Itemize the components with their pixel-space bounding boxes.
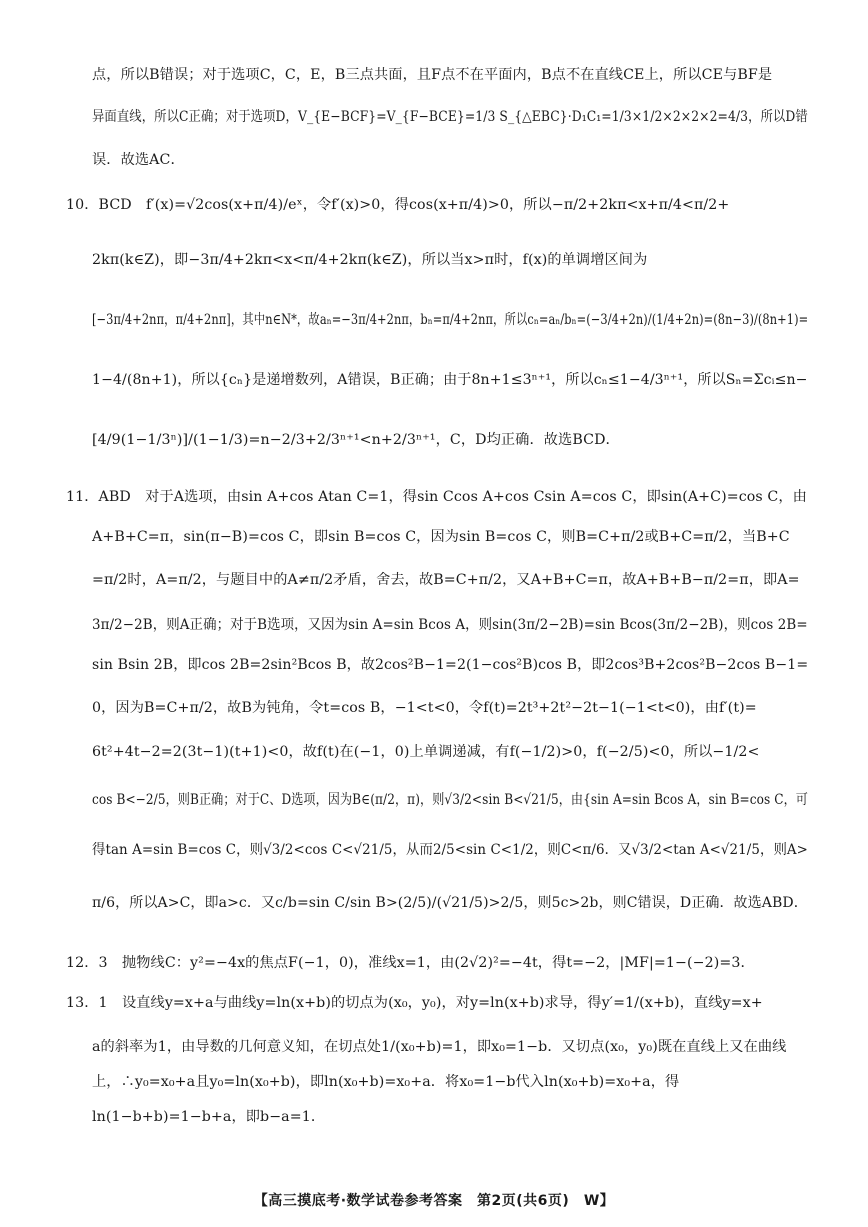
text-line: 2kπ(k∈Z)，即−3π/4+2kπ<x<π/4+2kπ(k∈Z)，所以当x>π时，f(x)的单调增区间为	[92, 252, 648, 268]
text-line: 上，∴y₀=x₀+a且y₀=ln(x₀+b)，即ln(x₀+b)=x₀+a．将x₀=1−b代入ln(x₀+b)=x₀+a，得	[92, 1074, 680, 1090]
text-line: 点，所以B错误；对于选项C，C，E，B三点共面，且F点不在平面内，B点不在直线CE上，所以CE与BF是	[92, 67, 773, 83]
text-line: π/6，所以A>C，即a>c．又c/b=sin C/sin B>(2/5)/(√21/5)>2/5，则5c>2b，则C错误，D正确．故选ABD．	[92, 895, 808, 911]
text-line: 得tan A=sin B=cos C，则√3/2<cos C<√21/5，从而2/5<sin C<1/2，则C<π/6．又√3/2<tan A<√21/5，则A>	[92, 842, 808, 858]
page-footer: 【高三摸底考·数学试卷参考答案 第2页(共6页) W】	[253, 1193, 615, 1209]
text-line: 1−4/(8n+1)，所以{cₙ}是递增数列，A错误，B正确；由于8n+1≤3ⁿ⁺¹，所以cₙ≤1−4/3ⁿ⁺¹，所以Sₙ=Σcᵢ≤n−	[92, 372, 808, 388]
text-line: 13．1 设直线y=x+a与曲线y=ln(x+b)的切点为(x₀，y₀)，对y=ln(x+b)求导，得y′=1/(x+b)，直线y=x+	[66, 995, 763, 1011]
text-line: 异面直线，所以C正确；对于选项D，V_{E−BCF}=V_{F−BCE}=1/3 S_{△EBC}·D₁C₁=1/3×1/2×2×2×2=4/3，所以D错	[92, 109, 808, 125]
text-line: [4/9(1−1/3ⁿ)]/(1−1/3)=n−2/3+2/3ⁿ⁺¹<n+2/3ⁿ⁺¹，C，D均正确．故选BCD．	[92, 432, 620, 448]
text-line: 误．故选AC．	[92, 152, 185, 168]
text-line: =π/2时，A=π/2，与题目中的A≠π/2矛盾，舍去，故B=C+π/2，又A+B+C=π，故A+B+B−π/2=π，即A=	[92, 572, 800, 588]
text-line: 12．3 抛物线C：y²=−4x的焦点F(−1，0)，准线x=1，由(2√2)²=−4t，得t=−2，|MF|=1−(−2)=3．	[66, 955, 755, 971]
text-line: cos B<−2/5，则B正确；对于C、D选项，因为B∈(π/2，π)，则√3/2<sin B<√21/5，由{sin A=sin Bcos A，sin B=cos C，可	[92, 792, 808, 808]
text-line: a的斜率为1，由导数的几何意义知，在切点处1/(x₀+b)=1，即x₀=1−b．又切点(x₀，y₀)既在直线上又在曲线	[92, 1039, 787, 1055]
text-line: 10．BCD f′(x)=√2cos(x+π/4)/eˣ，令f′(x)>0，得cos(x+π/4)>0，所以−π/2+2kπ<x+π/4<π/2+	[66, 197, 730, 213]
text-line: A+B+C=π，sin(π−B)=cos C，即sin B=cos C，因为sin B=cos C，则B=C+π/2或B+C=π/2，当B+C	[92, 529, 790, 545]
text-line: 3π/2−2B，则A正确；对于B选项，又因为sin A=sin Bcos A，则sin(3π/2−2B)=sin Bcos(3π/2−2B)，则cos 2B=	[92, 617, 808, 633]
text-line: sin Bsin 2B，即cos 2B=2sin²Bcos B，故2cos²B−1=2(1−cos²B)cos B，即2cos³B+2cos²B−2cos B−1=	[92, 657, 809, 673]
text-line: ln(1−b+b)=1−b+a，即b−a=1．	[92, 1109, 326, 1125]
text-line: 6t²+4t−2=2(3t−1)(t+1)<0，故f(t)在(−1，0)上单调递减，有f(−1/2)>0，f(−2/5)<0，所以−1/2<	[92, 744, 760, 760]
text-line: 11．ABD 对于A选项，由sin A+cos Atan C=1，得sin Ccos A+cos Csin A=cos C，即sin(A+C)=cos C，由	[66, 489, 807, 505]
text-line: 0，因为B=C+π/2，故B为钝角，令t=cos B，−1<t<0，令f(t)=2t³+2t²−2t−1(−1<t<0)，由f′(t)=	[92, 700, 757, 716]
text-line: [−3π/4+2nπ，π/4+2nπ]，其中n∈N*，故aₙ=−3π/4+2nπ，bₙ=π/4+2nπ，所以cₙ=aₙ/bₙ=(−3/4+2n)/(1/4+2n)=(8n−3)/(8n+1)=	[92, 312, 809, 328]
